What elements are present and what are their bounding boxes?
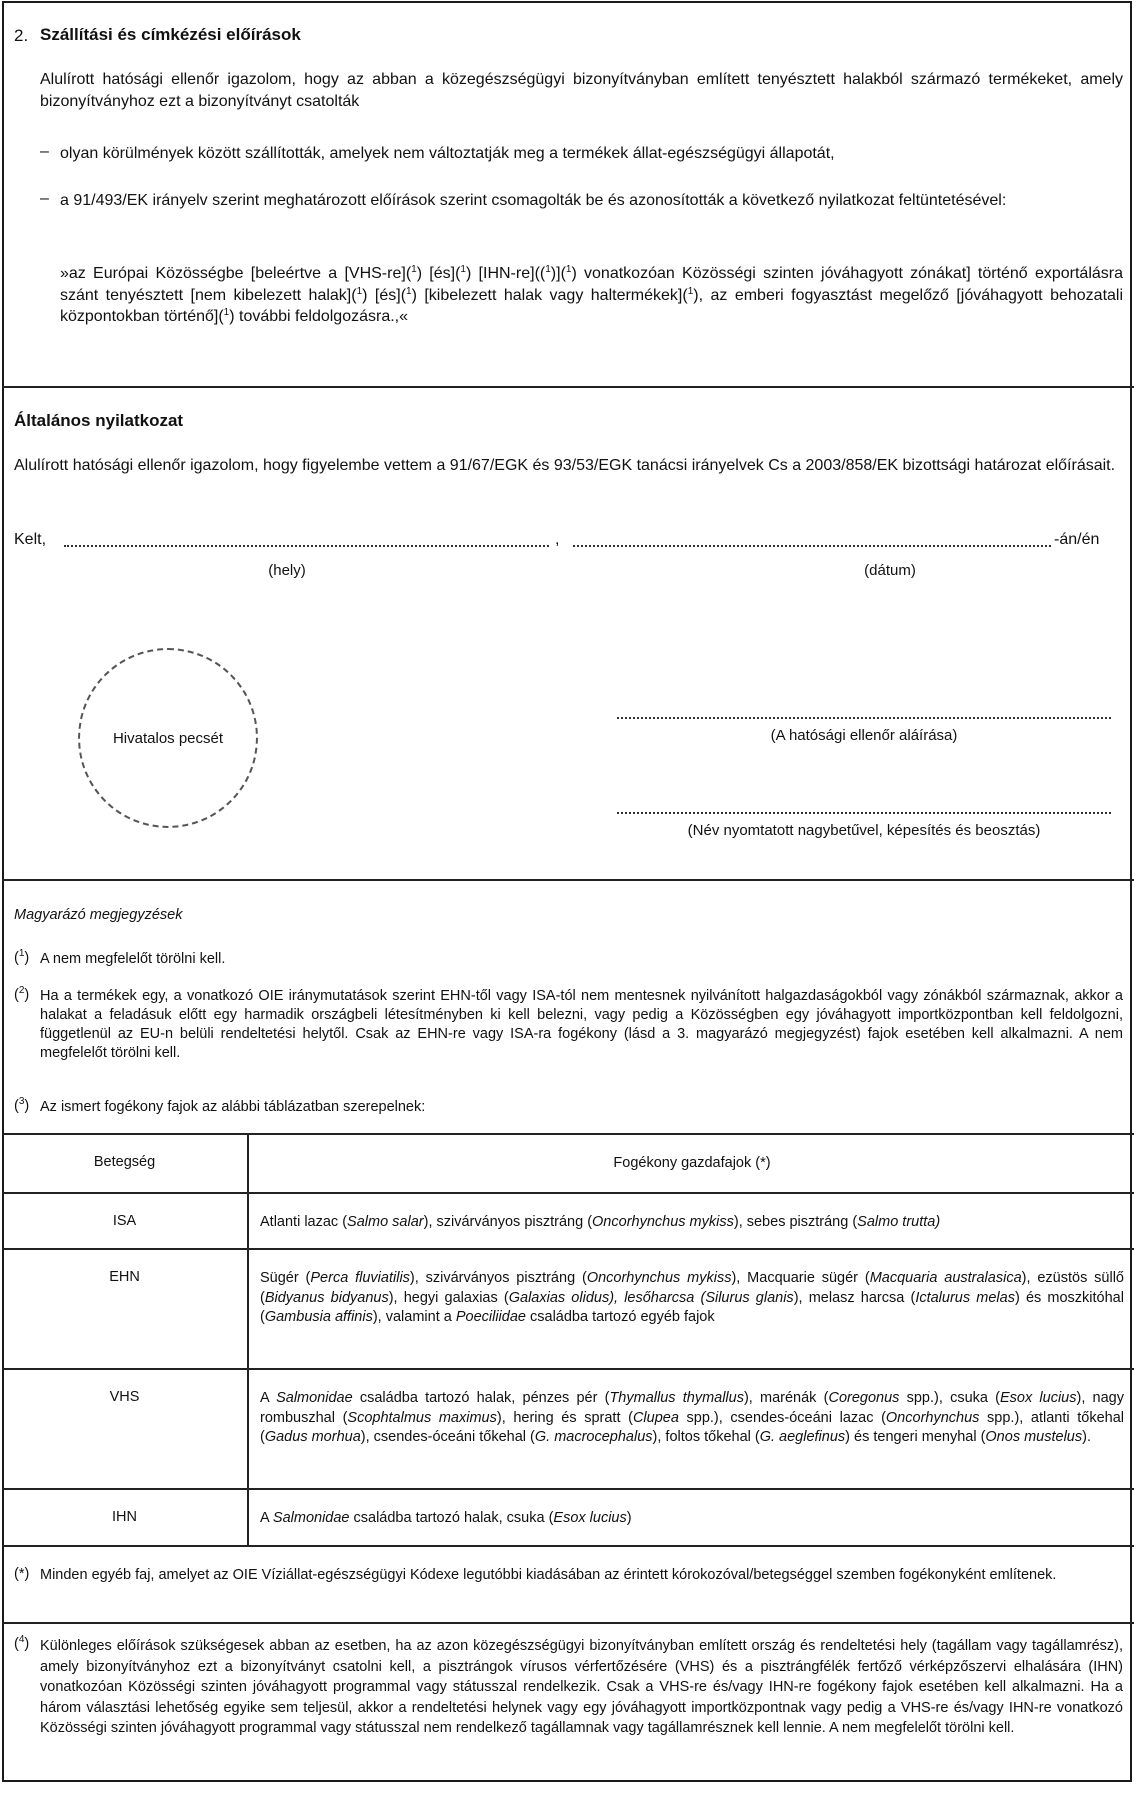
section-title: Szállítási és címkézési előírások (40, 25, 301, 44)
date-caption: (dátum) (864, 562, 916, 579)
table-header-cell: Betegség (2, 1134, 248, 1193)
table-row (2, 1369, 1134, 1489)
place-field[interactable] (64, 545, 549, 547)
bullet-marker: – (40, 190, 49, 207)
section-number: 2. (14, 26, 29, 45)
bullet-item: a 91/493/EK irányelv szerint meghatározott előírások szerint csomagolták be és azonosították a következő nyilatkozat feltüntetésével: (60, 192, 1007, 209)
table-row (2, 1489, 1134, 1546)
footnote-marker: ($^1$) (14, 948, 30, 966)
disease-cell: IHN (2, 1489, 248, 1546)
section-divider (2, 1622, 1134, 1624)
declaration-quote: »az Európai Közösségbe [beleértve a [VHS-re]($^1$) [és]($^1$) [IHN-re](($^1$)]($^1$) vonatkozóan Közösségi szinten jóváhagyott zónákat] történő exportálásra szánt tenyésztett [nem kibelezett halak]($^1$) [és]($^1$) [kibelezett halak vagy haltermékek]($^1$), az emberi fogyasztást megelőző [jóváhagyott behozatali központokban történő]($^1$) további feldolgozásra.,« (60, 264, 1124, 325)
table-header-cell: Fogékony gazdafajok (*) (248, 1134, 1134, 1193)
star-note-marker: (*) (14, 1566, 30, 1582)
kelt-label: Kelt, (14, 531, 47, 548)
disease-cell: ISA (2, 1193, 248, 1249)
star-note: Minden egyéb faj, amelyet az OIE Víziállat-egészségügyi Kódexe legutóbbi kiadásában az érintett kórokozóval/betegséggel szemben fogékonyként említenek. (40, 1567, 1057, 1583)
table-row (2, 1193, 1134, 1249)
section-intro: Alulírott hatósági ellenőr igazolom, hogy az abban a közegészségügyi bizonyítványban említett tenyésztett halakból származó termékeket, amely bizonyítványhoz ezt a bizonyítványt csatolták (40, 71, 1123, 110)
susceptible-species-table (2, 1133, 1134, 1547)
footnote-2: Ha a termékek egy, a vonatkozó OIE iránymutatások szerint EHN-től vagy ISA-tól nem mentesnek nyilvánított halgazdaságokból vagy zónákból származnak, akkor a halakat a feladásuk előtt egy harmadik országbeli létesítményben ki kell belezni, vagy pedig a Közösségben egy jóváhagyott importközpontban kell feldolgozni, függetlenül az EU-n belüli rendeltetési helytől. Csak az EHN-re vagy ISA-ra fogékony (lásd a 3. magyarázó megjegyzést) fajok esetében kell alkalmazni. A nem megfelelőt törölni kell. (40, 988, 1123, 1061)
section-divider (2, 879, 1134, 881)
signature-field[interactable] (617, 717, 1111, 719)
species-cell: A Salmonidae családba tartozó halak, csuka (Esox lucius) (248, 1489, 1134, 1546)
bullet-marker: – (40, 143, 49, 160)
place-caption: (hely) (268, 562, 306, 579)
species-cell: Atlanti lazac (Salmo salar), szivárványos pisztráng (Oncorhynchus mykiss), sebes pisztráng (Salmo trutta) (248, 1193, 1134, 1249)
general-declaration-text: Alulírott hatósági ellenőr igazolom, hogy figyelembe vettem a 91/67/EGK és 93/53/EGK tanácsi irányelvek Cs a 2003/858/EK bizottsági határozat előírásait. (14, 457, 1116, 474)
table-header-row (2, 1134, 1134, 1193)
footnote-marker: ($^3$) (14, 1096, 30, 1114)
general-declaration-title: Általános nyilatkozat (14, 411, 184, 430)
section-divider (2, 386, 1134, 388)
kelt-comma: , (555, 531, 560, 548)
table-row (2, 1249, 1134, 1369)
signature-caption: (A hatósági ellenőr aláírása) (770, 727, 958, 744)
stamp-label: Hivatalos pecsét (112, 730, 224, 747)
date-suffix: -án/én (1054, 531, 1100, 548)
species-cell: Sügér (Perca fluviatilis), szivárványos pisztráng (Oncorhynchus mykiss), Macquarie sügér (Macquaria australasica), ezüstös süllő (Bidyanus bidyanus), hegyi galaxias (Galaxias olidus), lesőharcsa (Silurus glanis), melasz harcsa (Ictalurus melas) és moszkitóhal (Gambusia affinis), valamint a Poeciliidae családba tartozó egyéb fajok (248, 1249, 1134, 1369)
footnote-3: Az ismert fogékony fajok az alábbi táblázatban szerepelnek: (40, 1099, 426, 1115)
species-cell: A Salmonidae családba tartozó halak, pénzes pér (Thymallus thymallus), marénák (Coregonus spp.), csuka (Esox lucius), nagy rombuszhal (Scophtalmus maximus), hering és spratt (Clupea spp.), csendes-óceáni lazac (Oncorhynchus spp.), atlanti tőkehal (Gadus morhua), csendes-óceáni tőkehal (G. macrocephalus), foltos tőkehal (G. aeglefinus) és tengeri menyhal (Onos mustelus). (248, 1369, 1134, 1489)
footnote-1: A nem megfelelőt törölni kell. (40, 951, 226, 967)
footnote-marker: ($^4$) (14, 1634, 30, 1652)
footnote-4: Különleges előírások szükségesek abban az esetben, ha az azon közegészségügyi bizonyítványban említett ország és rendeltetési hely (tagállam vagy tagállamrész), amely bizonyítványhoz ezt a bizonyítványt csatolni kell, a pisztrángok vírusos vérfertőzésére (VHS) és a pisztrángfélék fertőző vérképzőszervi elhalására (IHN) vonatkozóan Közösségi szinten jóváhagyott programmal vagy státusszal rendelkezik. Csak a VHS-re és/vagy IHN-re fogékony fajok esetében kell alkalmazni. Ha a három választási lehetőség egyike sem teljesül, akkor a rendeltetési helynek vagy egy jóváhagyott importközpontnak vagy pedig a VHS-re és/vagy IHN-re vonatkozó Közösségi szinten jóváhagyott programmal vagy státusszal nem rendelkező tagállamnak vagy tagállamrésznek kell lennie. A nem megfelelőt törölni kell. (40, 1638, 1123, 1736)
date-field[interactable] (573, 545, 1051, 547)
name-caption: (Név nyomtatott nagybetűvel, képesítés és beosztás) (687, 822, 1041, 839)
bullet-item: olyan körülmények között szállították, amelyek nem változtatják meg a termékek állat-egészségügyi állapotát, (60, 145, 835, 162)
name-field[interactable] (617, 812, 1111, 814)
footnote-marker: ($^2$) (14, 985, 30, 1003)
disease-cell: EHN (2, 1249, 248, 1369)
disease-cell: VHS (2, 1369, 248, 1489)
official-stamp-area (78, 648, 258, 828)
notes-title: Magyarázó megjegyzések (14, 907, 183, 923)
